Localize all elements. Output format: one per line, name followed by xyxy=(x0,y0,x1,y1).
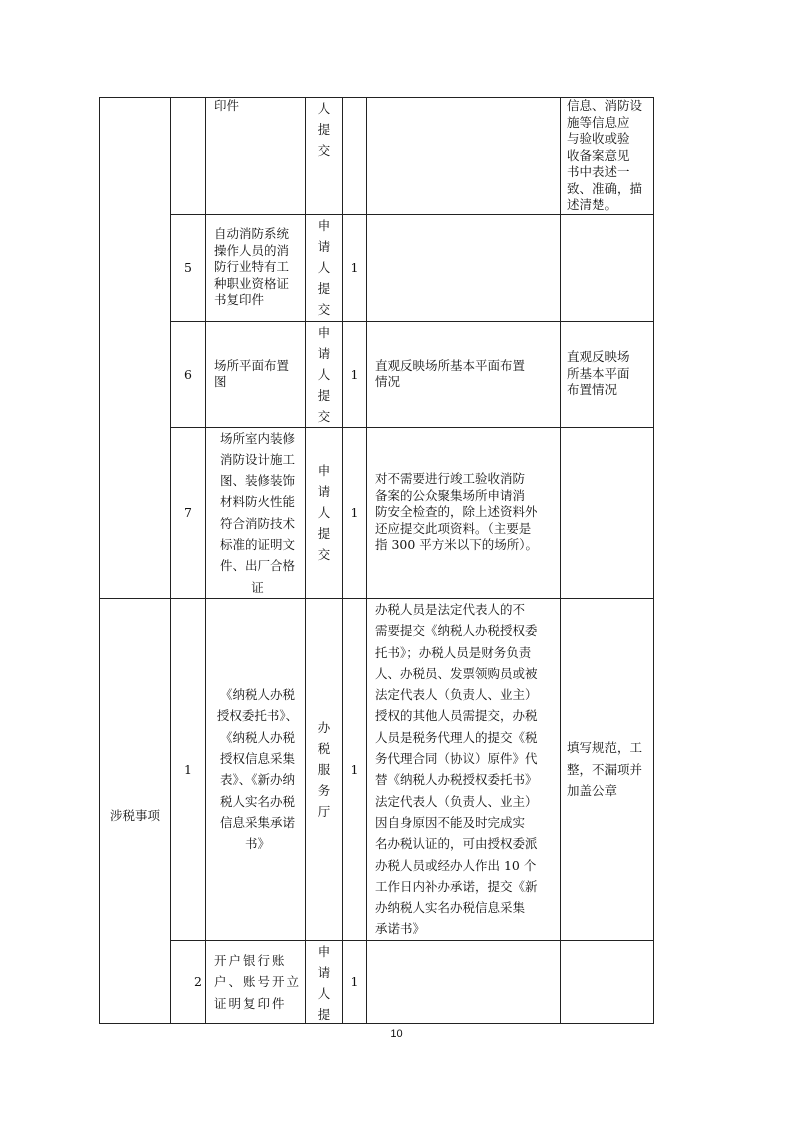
material-name: 印件 xyxy=(214,98,240,113)
row-number: 1 xyxy=(171,598,206,940)
note: 对不需要进行竣工验收消防 备案的公众聚集场所申请消 防安全检查的，除上述资料外 还应提交此项资料。（主要是 指 300 平方米以下的场所）。 xyxy=(375,471,539,553)
row-number: 6 xyxy=(171,321,206,427)
note: 办税人员是法定代表人的不 需要提交《纳税人办税授权委 托书》；办税人员是财务负责 人、办税员、发票领购员或被 法定代表人（负责人、业主） 授权的其他人员需提交，办税 人员是税务代理人的提交《税 务代理合同（协议）原件》代 替《纳税人办税授权委托书》 法定代表人（负责人、业主） 因自身原因不能及时完成实 名办税认证的，可由授权委派 办税人员或经办人作出 10 个 工作日内补办承诺，提交《新 办纳税人实名办税信息采集 承诺书》 xyxy=(375,602,538,937)
count xyxy=(343,98,367,215)
row-number: 5 xyxy=(171,214,206,321)
provider: 办税服务厅 xyxy=(317,719,331,819)
requirement: 信息、消防设 施等信息应 与验收或验 收备案意见 书中表述一 致、准确，描 述清楚。 xyxy=(567,98,643,212)
provider: 申请人提交 xyxy=(317,463,331,563)
material-name: 《纳税人办税 授权委托书》、 《纳税人办税 授权信息采集 表》、《新办纳 税人实名办税 信息采集承诺 书》 xyxy=(216,687,299,852)
material-name: 场所平面布置 图 xyxy=(214,357,290,389)
count: 1 xyxy=(343,598,367,940)
provider: 申请人提交 xyxy=(317,218,331,317)
provider: 申请人提交 xyxy=(317,324,331,424)
table-row xyxy=(100,427,654,598)
category-tax: 涉税事项 xyxy=(100,598,171,1023)
material-name: 场所室内装修 消防设计施工 图、装修装饰 材料防火性能 符合消防技术 标准的证明文 件、出厂合格 证 xyxy=(219,430,295,595)
requirement: 直观反映场 所基本平面 布置情况 xyxy=(567,349,630,398)
material-name: 自动消防系统 操作人员的消 防行业特有工 种职业资格证 书复印件 xyxy=(214,226,290,308)
count: 1 xyxy=(343,321,367,427)
provider: 人提交 xyxy=(317,101,331,158)
table-row xyxy=(100,98,654,215)
material-name: 开户银行账 户、账号开立 证明复印件 xyxy=(214,952,302,1011)
category-cell-empty xyxy=(100,98,171,599)
page-number: 10 xyxy=(390,1028,403,1040)
requirement: 填写规范，工 整，不漏项并 加盖公章 xyxy=(567,740,643,799)
table-row xyxy=(100,214,654,321)
count: 1 xyxy=(343,214,367,321)
materials-table xyxy=(99,97,654,1024)
table-row xyxy=(100,598,654,940)
row-number xyxy=(171,98,206,215)
count: 1 xyxy=(343,427,367,598)
note: 直观反映场所基本平面布置 情况 xyxy=(375,357,526,389)
count: 1 xyxy=(343,940,367,1023)
row-number: 7 xyxy=(171,427,206,598)
row-number: 2 xyxy=(171,940,206,1023)
table-row xyxy=(100,940,654,1023)
table-row xyxy=(100,321,654,427)
provider: 申请人提 xyxy=(317,943,331,1021)
